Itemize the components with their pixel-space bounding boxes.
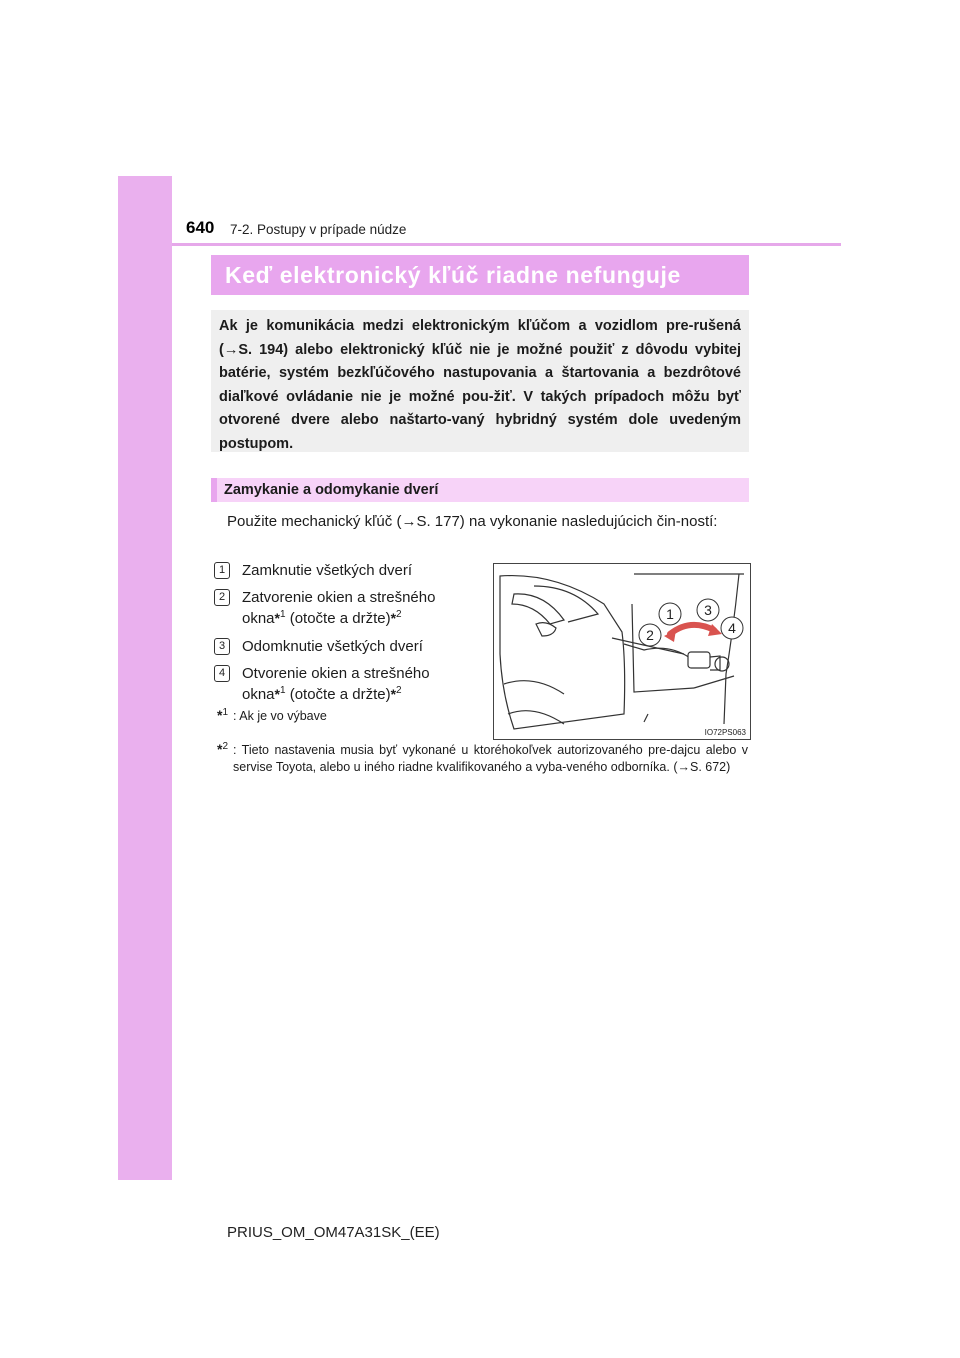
figure-code: IO72PS063 [704,728,746,737]
step-number: 2 [214,589,230,606]
header-divider [172,243,841,246]
section-title: Keď elektronický kľúč riadne nefunguje [225,262,681,288]
list-item-line: okna [242,686,275,703]
subsection-title: Zamykanie a odomykanie dverí [224,482,439,498]
car-door-drawing [494,564,750,739]
list-item-line: okna [242,610,275,627]
list-item-line: Otvorenie okien a strešného [242,665,430,682]
footnote-ref: 1 [279,685,286,696]
footnote-ref: 1 [279,609,286,620]
intro-text: Ak je komunikácia medzi elektronickým kľúčom a vozidlom pre-rušená (→S. 194) alebo elektronický kľúč nie je možné použiť z dôvodu vybitej batérie, systém bezkľúčového nastupovania a štartovania a bezdrôtové diaľkové ovládanie nie je možné pou-žiť. V takých prípadoch môžu byť otvorené dvere alebo naštarto-vaný hybridný systém dole uvedeným postupom. [219,318,741,452]
list-item-text [242,587,482,629]
footnote-ref: 2 [396,685,402,696]
callout-3: 3 [704,602,712,618]
chapter-title: 7-2. Postupy v prípade núdze [230,222,407,237]
chapter-sidebar-tab [118,176,172,1180]
footnote-text: : Tieto nastavenia musia byť vykonané u ktoréhokoľvek autorizovaného pre-dajcu alebo v servise Toyota, alebo u iného riadne kvalifikovaného a vyba-veného odborníka. (→S. 672) [233,743,748,774]
footnote-ref: 2 [396,609,402,620]
list-item-line: Zatvorenie okien a strešného [242,589,436,606]
footnote-star: * [217,741,223,757]
list-item-text [242,663,482,705]
footnote-star: * [390,610,397,626]
footnote-star: * [217,707,223,723]
footnote-ref: 2 [222,740,229,752]
list-item-line: Odomknutie všetkých dverí [242,638,423,655]
footnote-ref: 1 [222,706,229,718]
callout-4: 4 [728,620,736,636]
door-key-illustration [493,563,751,740]
step-number: 3 [214,638,230,655]
step-number: 1 [214,562,230,579]
list-item-line: (otočte a držte) [285,610,391,627]
footnote-star: * [274,686,280,702]
callout-1: 1 [666,606,674,622]
subsection-accent [211,478,217,502]
callout-2: 2 [646,627,654,643]
list-item-text [242,560,482,581]
footnote-star: * [274,610,280,626]
step-number: 4 [214,665,230,682]
footnote-star: * [390,686,397,702]
list-item-line: (otočte a držte) [285,686,391,703]
page-number: 640 [186,218,215,237]
list-item-line: Zamknutie všetkých dverí [242,562,413,579]
body-paragraph: Použite mechanický kľúč (→S. 177) na vykonanie nasledujúcich čin-ností: [227,513,718,530]
list-item-text [242,636,482,657]
document-id: PRIUS_OM_OM47A31SK_(EE) [227,1224,440,1241]
footnote-text: : Ak je vo výbave [233,709,327,723]
